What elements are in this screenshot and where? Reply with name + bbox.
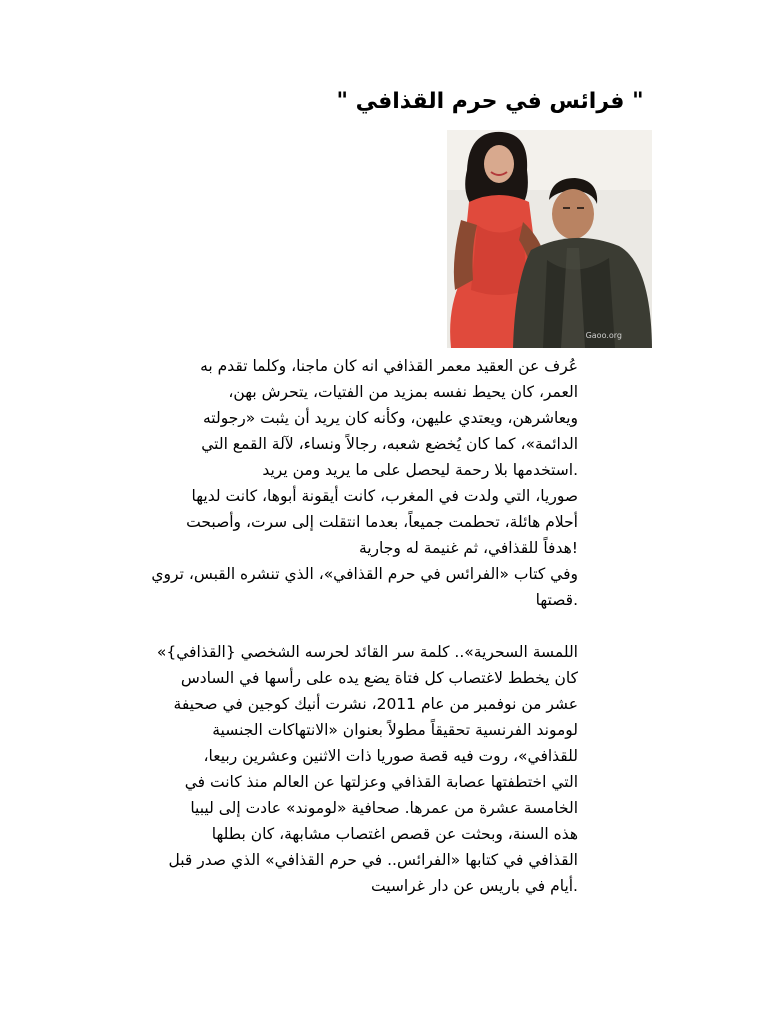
body-line: عشر من نوفمبر من عام 2011، نشرت أنيك كوجين في صحيفة	[173, 695, 578, 713]
body-line: كان يخطط لاغتصاب كل فتاة يضع يده على رأسها في السادس	[180, 669, 578, 687]
article-title: " فرائس في حرم القذافي "	[336, 89, 644, 114]
paragraph-break	[168, 613, 578, 639]
body-line: .استخدمها بلا رحمة ليحصل على ما يريد ومن يريد	[262, 461, 578, 479]
photo-illustration	[447, 130, 652, 348]
body-line: اللمسة السحرية».. كلمة سر القائد لحرسه الشخصي {القذافي}»	[156, 643, 578, 661]
body-line: للقذافي»، روت فيه قصة صوريا ذات الاثنين وعشرين ربيعا،	[203, 747, 578, 765]
body-line: !هدفاً للقذافي، ثم غنيمة له وجارية	[358, 539, 578, 557]
body-line: وفي كتاب «الفرائس في حرم القذافي»، الذي تنشره القبس، تروي	[151, 565, 578, 583]
body-line: .أيام في باريس عن دار غراسيت	[370, 877, 578, 895]
body-line: القذافي في كتابها «الفرائس.. في حرم القذافي» الذي صدر قبل	[168, 851, 578, 869]
article-photo	[447, 130, 652, 348]
body-line: صوريا، التي ولدت في المغرب، كانت أيقونة أبوها، كانت لديها	[191, 487, 578, 505]
body-line: هذه السنة، وبحثت عن قصص اغتصاب مشابهة، كان بطلها	[211, 825, 578, 843]
body-line: لوموند الفرنسية تحقيقاً مطولاً بعنوان «الانتهاكات الجنسية	[212, 721, 578, 739]
body-line: الدائمة»، كما كان يُخضع شعبه، رجالاً ونساء، لآلة القمع التي	[201, 435, 578, 453]
body-line: الخامسة عشرة من عمرها. صحافية «لوموند» عادت إلى ليبيا	[190, 799, 578, 817]
body-line: العمر، كان يحيط نفسه بمزيد من الفتيات، يتحرش بهن،	[228, 383, 578, 401]
article-body	[151, 353, 578, 899]
body-line: التي اختطفتها عصابة القذافي وعزلتها عن العالم منذ كانت في	[184, 773, 578, 791]
body-line: أحلام هائلة، تحطمت جميعاً، بعدما انتقلت إلى سرت، وأصبحت	[186, 513, 578, 531]
body-line: ويعاشرهن، ويعتدي عليهن، وكأنه كان يريد أن يثبت «رجولته	[202, 409, 578, 427]
body-line: عُرف عن العقيد معمر القذافي انه كان ماجنا، وكلما تقدم به	[200, 357, 578, 375]
photo-watermark: Gaoo.org	[585, 331, 622, 340]
body-line: .قصتها	[535, 591, 578, 609]
